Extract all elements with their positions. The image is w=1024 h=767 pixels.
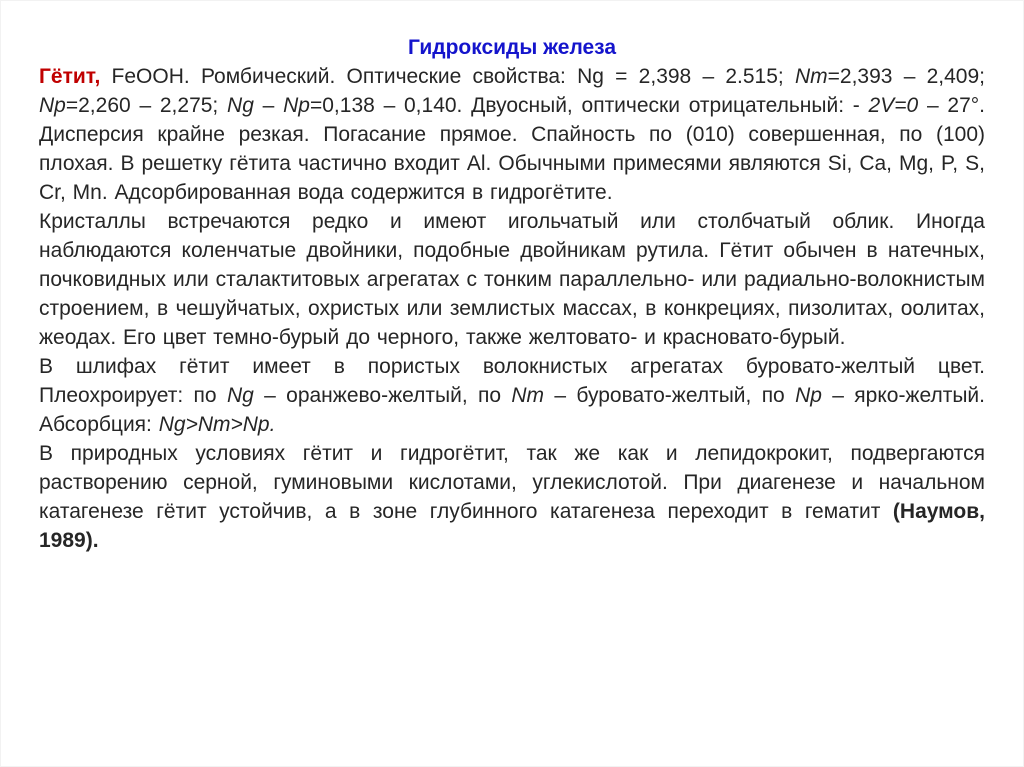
text-run: Np <box>39 94 66 117</box>
text-run: =2,260 – 2,275; <box>65 94 228 117</box>
text-run: Гётит, <box>39 65 101 88</box>
slide-title: Гидроксиды железа <box>407 36 617 59</box>
text-run: Nm <box>794 65 828 88</box>
text-run: Ng <box>227 94 254 117</box>
text-run: – ярко-желтый. Абсорбция: <box>39 384 985 436</box>
text-run: =2,393 – 2,409; <box>827 65 985 88</box>
paragraph <box>39 439 985 555</box>
text-run: В природных условиях гётит и гидрогётит, так же как и лепидокрокит, подвергаются растворению серной, гуминовыми кислотами, углекислотой. При диагенезе и начальном катагенезе гётит устойчив, а в зоне глубинного катагенеза переходит в гематит <box>39 442 985 523</box>
text-run: 2V=0 <box>868 94 919 117</box>
text-run: Np <box>795 384 822 407</box>
text-run: В шлифах гётит имеет в пористых волокнистых агрегатах буровато-желтый цвет. Плеохроирует: по <box>39 355 985 407</box>
text-run: (Наумов, 1989). <box>39 500 985 552</box>
text-run: Кристаллы встречаются редко и имеют игольчатый или столбчатый облик. Иногда наблюдаются коленчатые двойники, подобные двойникам рутила. Гётит обычен в натечных, почковидных или сталактитовых агрегатах с тонким параллельно- или радиально-волокнистым строением, в чешуйчатых, охристых или землистых массах, в конкрециях, пизолитах, оолитах, жеодах. Его цвет темно-бурый до черного, также желтовато- и красновато-бурый. <box>39 210 985 349</box>
paragraph <box>39 62 985 207</box>
text-run: Np <box>283 94 310 117</box>
text-run: – оранжево-желтый, по <box>253 384 512 407</box>
paragraph <box>39 207 985 352</box>
text-run: =0,138 – 0,140. Двуосный, оптически отрицательный: - <box>309 94 869 117</box>
text-run: – <box>253 94 284 117</box>
text-run: Ng <box>226 384 254 407</box>
paragraph <box>39 352 985 439</box>
text-run: – буровато-желтый, по <box>544 384 796 407</box>
text-run: Ng>Nm>Np. <box>158 413 276 436</box>
text-run: FeOOH. Ромбический. Оптические свойства: Ng = 2,398 – 2.515; <box>100 65 795 88</box>
text-run: Nm <box>511 384 545 407</box>
slide-body <box>39 62 985 555</box>
text-run: – 27°. Дисперсия крайне резкая. Погасание прямое. Спайность по (010) совершенная, по (100) плохая. В решетку гётита частично входит Al. Обычными примесями являются Si, Ca, Mg, P, S, Cr, Mn. Адсорбированная вода содержится в гидрогётите. <box>39 94 985 204</box>
